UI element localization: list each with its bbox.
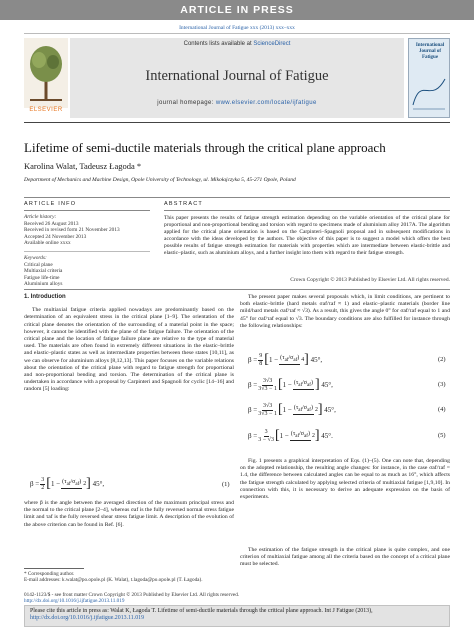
keyword: Fatigue life-time [24, 274, 60, 281]
divider [24, 197, 450, 198]
left-column [24, 294, 234, 394]
contents-prefix: Contents lists available at [183, 41, 252, 47]
paragraph: The multiaxial fatigue criteria applied nowadays are predominantly based on the determination of an equivalent stress in the critical plane [1–9]. The orientation of the critical plane denotes the orientation of the surrounding of a material point in the space; however, it cannot be identified with the plane of the fatigue failure. The orientation of the critical plane and the location of fatigue failure plane are relative to the type of material used. The materials are often found in extremely different situations in the elastic–brittle and elastic–plastic states as well as intermediate properties between these states [10,11], as we can observe for aluminium alloys [8,12,13]. This paper focuses on the variable relations about the orientation of the critical plane with regard to fatigue strength for proportional and non-proportional bending and torsion. The determination of the critical plane is undertaken in accordance with a proposal by Carpinteri and Spagnoli for cyclic [14–16] and random [5] loading: [24, 307, 234, 393]
keyword: Critical plane [24, 261, 53, 268]
abstract-heading: ABSTRACT [164, 201, 203, 207]
revised-date: Received in revised form 21 November 2013 [24, 227, 120, 234]
footnote [24, 571, 234, 584]
article-history [24, 214, 120, 247]
history-label: Article history: [24, 214, 57, 220]
doi-link[interactable]: http://dx.doi.org/10.1016/j.ijfatigue.2013.11.019 [24, 598, 125, 605]
equation-3: β = $\frac{3√3}{3√3 - 1}$ [ 1 − $(\tau_{af}/\sigma_{af})$ ] 45°, [248, 377, 333, 392]
footnote-divider [24, 568, 84, 569]
journal-name: International Journal of Fatigue [145, 68, 329, 84]
copyright-notice: Crown Copyright © 2013 Published by Elsevier Ltd. All rights reserved. [290, 277, 450, 283]
equation-number: (3) [438, 381, 446, 388]
keywords [24, 255, 62, 288]
equation-number: (1) [222, 481, 230, 488]
keyword: Multiaxial criteria [24, 268, 63, 275]
cover-graph-icon [409, 65, 449, 115]
divider [24, 251, 150, 252]
equation-number: (4) [438, 406, 446, 413]
article-in-press-banner: ARTICLE IN PRESS [0, 0, 474, 20]
equation-4: β = $\frac{3√3}{3√3 - 1}$ [ 1 − $(\tau_{af}/\sigma_{af})$ 2 ] 45°, [248, 402, 336, 417]
paragraph: The present paper makes several proposals which, in limit conditions, are pertinent to both elastic–brittle (hard metals σaf/τaf ≈ 1) and elastic–plastic materials (border line mild/hard metals σaf/τaf ≈ √3). As a result, this gives the angle 0° for σaf/τaf equal to 1 and 45° for σaf/τaf equal to √3. The boundary conditions are also fulfilled for instance through the following relationships: [240, 294, 450, 329]
article-title: Lifetime of semi-ductile materials through the critical plane approach [24, 140, 386, 155]
divider [164, 210, 450, 211]
received-date: Received 26 August 2013 [24, 220, 79, 227]
equation-5: β = $\frac{3}{3 - √3}$ [ 1 − $(\tau_{af}/\sigma_{af})$ 2 ] 45°. [248, 428, 333, 443]
online-date: Available online xxxx [24, 240, 71, 247]
citation-text: Please cite this article in press as: Walat K, Łagoda T. Lifetime of semi-ductile materials through the critical plane approach. Int J Fatigue (2013), [30, 608, 373, 614]
equation-number: (2) [438, 356, 446, 363]
equation-2: β = $\frac{9}{8}$ [ 1 − $(\tau_{af}/\sigma_{af})$ 4 ] 45°, [248, 352, 323, 367]
paragraph: where β is the angle between the averaged direction of the maximum principal stress and the normal to the critical plane [2–4], whereas σaf is the fully reversed normal stress fatigue limit and τaf is the fully reversed shear stress fatigue limit. A description of the evolution of the above criterion can be found in Ref. [6]. [24, 500, 234, 528]
contents-line [70, 41, 404, 47]
section-heading: 1. Introduction [24, 294, 66, 300]
divider [24, 210, 150, 211]
keywords-label: Keywords: [24, 255, 47, 261]
homepage-prefix: journal homepage: [157, 100, 214, 106]
cover-title: International Journal of Fatigue [415, 43, 445, 60]
journal-cover-thumbnail [408, 38, 450, 118]
abstract-text: This paper presents the results of fatigue strength estimation depending on the variable orientation of the critical plane for proportional and non-proportional bending and torsion with regard to specimens made of aluminium alloy 2017A. The algorithm applied for the critical plane orientation is based on the Carpinteri–Spagnoli proposal and in subsequent modifications in accordance with the ideas developed by the authors. The objective of this paper is to suggest a model which offers the best possible results of fatigue strength estimation for materials with properties which are intermediate between elastic-brittle and elastic–plastic, such as aluminium alloys, and a further insight into them with regard to their fatigue strength. [164, 215, 450, 257]
masthead-center [70, 38, 404, 118]
publisher-logo-text: ELSEVIER [29, 107, 63, 113]
citation-doi-link[interactable]: http://dx.doi.org/10.1016/j.ijfatigue.2013.11.019 [30, 615, 145, 622]
elsevier-tree-icon [24, 38, 68, 118]
divider [24, 289, 450, 290]
author-list: Karolina Walat, Tadeusz Łagoda * [24, 161, 142, 171]
paragraph: Fig. 1 presents a graphical interpretation of Eqs. (1)–(5). One can note that, depending on the adopted relationship, the resulting angle changes: for instance, in the case σaf/τaf = 1.4, the difference between calculated angles can be equal to as much as 16°, which affects the fatigue strength calculated by applying selected criteria of multiaxial fatigue [1,9,10]. In connection with this, it is necessary to derive an adequate expression on the basis of experiments. [240, 458, 450, 501]
journal-homepage-link[interactable]: www.elsevier.com/locate/ijfatigue [215, 100, 317, 106]
equation-number: (5) [438, 432, 446, 439]
equation-1: β = $\frac{3}{2}$ [ 1 − $(\tau_{af}/\sigma_{af})$ 2 ] 45°, [30, 476, 105, 491]
citation-box [24, 605, 450, 627]
journal-homepage-line [70, 100, 404, 106]
author-affiliation: Department of Mechanics and Machine Design, Opole University of Technology, ul. Mikołajczyka 5, 45-271 Opole, Poland [24, 177, 296, 183]
author-email-note: E-mail addresses: k.walat@po.opole.pl (K. Walat), t.lagoda@po.opole.pl (T. Łagoda). [24, 577, 203, 584]
corresponding-author-note: * Corresponding author. [24, 571, 75, 577]
keyword: Aluminium alloys [24, 281, 63, 288]
issn-line [24, 592, 450, 605]
journal-reference[interactable]: International Journal of Fatigue xxx (2013) xxx–xxx [179, 25, 295, 31]
paragraph: The estimation of the fatigue strength in the critical plane is quite complex, and one criterion of multiaxial fatigue among all the criteria based on the concept of a critical plane must be selected. [240, 547, 450, 568]
journal-masthead [24, 33, 450, 123]
issn-text: 0142-1123/$ - see front matter Crown Copyright © 2013 Published by Elsevier Ltd. All rights reserved. [24, 592, 240, 598]
accepted-date: Accepted 24 November 2013 [24, 233, 87, 240]
article-info-heading: ARTICLE INFO [24, 201, 77, 207]
sciencedirect-link[interactable]: ScienceDirect [253, 41, 291, 47]
